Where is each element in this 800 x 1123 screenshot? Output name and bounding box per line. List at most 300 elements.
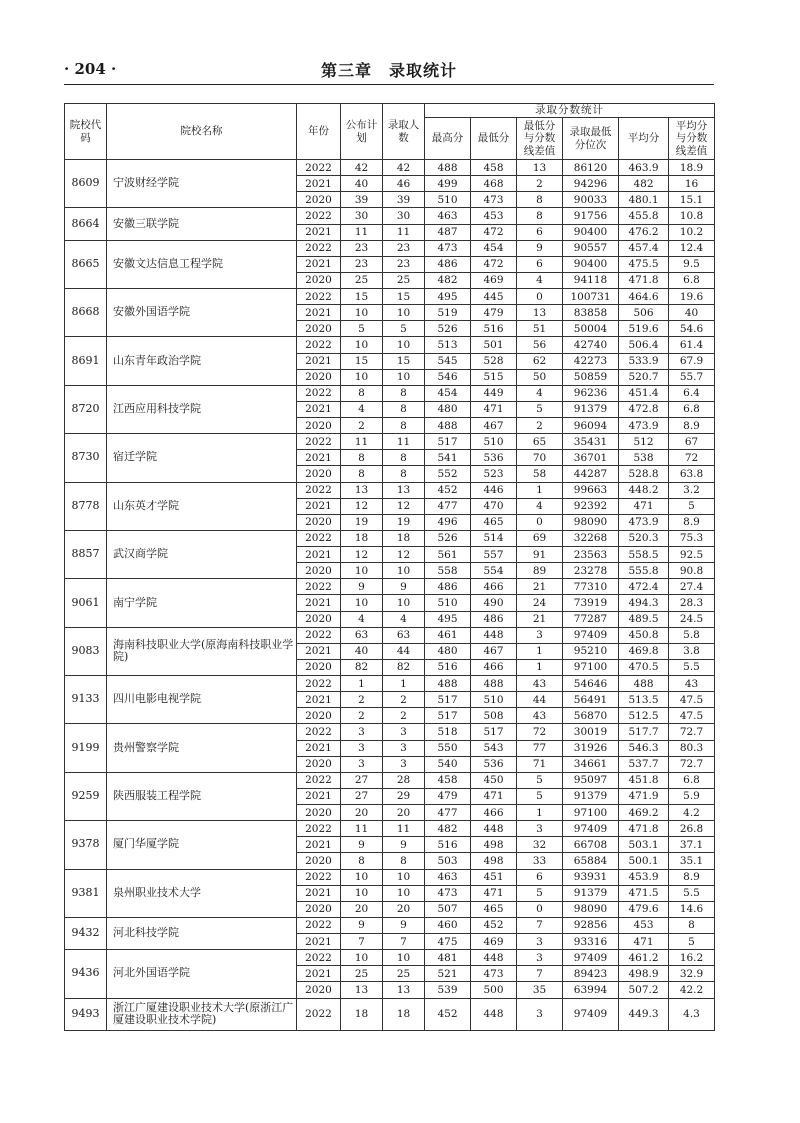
min-rank-cell: 97409 (563, 950, 619, 966)
school-name-cell: 安徽三联学院 (107, 208, 297, 240)
min-score-cell: 543 (471, 740, 517, 756)
avg-diff-cell: 6.8 (669, 272, 715, 288)
year-cell: 2022 (297, 917, 341, 933)
year-cell: 2022 (297, 482, 341, 498)
table-row (65, 385, 715, 401)
admitted-cell: 9 (383, 917, 425, 933)
school-name-cell: 南宁学院 (107, 579, 297, 627)
avg-score-cell: 455.8 (619, 208, 669, 224)
school-name-cell: 四川电影电视学院 (107, 676, 297, 724)
plan-cell: 2 (341, 418, 383, 434)
min-score-cell: 473 (471, 966, 517, 982)
plan-cell: 4 (341, 401, 383, 417)
header-admitted-count: 录取人数 (383, 104, 425, 160)
year-cell: 2022 (297, 950, 341, 966)
year-cell: 2020 (297, 272, 341, 288)
min-score-cell: 517 (471, 724, 517, 740)
min-diff-cell: 1 (517, 659, 563, 675)
avg-score-cell: 453 (619, 917, 669, 933)
min-score-cell: 446 (471, 482, 517, 498)
admitted-cell: 10 (383, 337, 425, 353)
school-code-cell: 9259 (65, 772, 107, 820)
admitted-cell: 20 (383, 805, 425, 821)
plan-cell: 18 (341, 998, 383, 1031)
admitted-cell: 20 (383, 901, 425, 917)
avg-score-cell: 512 (619, 434, 669, 450)
avg-diff-cell: 72.7 (669, 724, 715, 740)
min-rank-cell: 34661 (563, 756, 619, 772)
table-row (65, 998, 715, 1031)
school-name-cell: 厦门华厦学院 (107, 821, 297, 869)
plan-cell: 10 (341, 369, 383, 385)
avg-score-cell: 507.2 (619, 982, 669, 998)
avg-diff-cell: 26.8 (669, 821, 715, 837)
school-name-cell: 浙江广厦建设职业技术大学(原浙江广厦建设职业技术学院) (107, 998, 297, 1031)
school-name-cell: 江西应用科技学院 (107, 385, 297, 433)
avg-diff-cell: 12.4 (669, 240, 715, 256)
header-school-code: 院校代码 (65, 104, 107, 160)
min-rank-cell: 65884 (563, 853, 619, 869)
school-code-cell: 9133 (65, 676, 107, 724)
school-code-cell: 8691 (65, 337, 107, 385)
header-average-score-diff: 平均分与分数线差值 (669, 118, 715, 160)
plan-cell: 25 (341, 272, 383, 288)
max-score-cell: 477 (425, 498, 471, 514)
max-score-cell: 517 (425, 692, 471, 708)
max-score-cell: 546 (425, 369, 471, 385)
table-row (65, 772, 715, 788)
school-code-cell: 8668 (65, 289, 107, 337)
avg-diff-cell: 18.9 (669, 160, 715, 176)
min-rank-cell: 93316 (563, 934, 619, 950)
max-score-cell: 540 (425, 756, 471, 772)
avg-score-cell: 528.8 (619, 466, 669, 482)
avg-diff-cell: 75.3 (669, 530, 715, 546)
school-code-cell: 8730 (65, 434, 107, 482)
min-diff-cell: 50 (517, 369, 563, 385)
plan-cell: 10 (341, 950, 383, 966)
avg-diff-cell: 55.7 (669, 369, 715, 385)
min-score-cell: 469 (471, 272, 517, 288)
max-score-cell: 475 (425, 934, 471, 950)
max-score-cell: 503 (425, 853, 471, 869)
admitted-cell: 10 (383, 595, 425, 611)
year-cell: 2020 (297, 514, 341, 530)
admitted-cell: 18 (383, 998, 425, 1031)
max-score-cell: 495 (425, 289, 471, 305)
admitted-cell: 10 (383, 869, 425, 885)
min-rank-cell: 56870 (563, 708, 619, 724)
admitted-cell: 8 (383, 401, 425, 417)
max-score-cell: 486 (425, 579, 471, 595)
admitted-cell: 10 (383, 305, 425, 321)
min-score-cell: 471 (471, 401, 517, 417)
school-code-cell: 9436 (65, 950, 107, 998)
avg-diff-cell: 5 (669, 934, 715, 950)
admitted-cell: 63 (383, 627, 425, 643)
admitted-cell: 11 (383, 224, 425, 240)
min-diff-cell: 6 (517, 256, 563, 272)
admitted-cell: 3 (383, 756, 425, 772)
admitted-cell: 3 (383, 740, 425, 756)
school-code-cell: 9083 (65, 627, 107, 675)
min-rank-cell: 97100 (563, 805, 619, 821)
min-diff-cell: 89 (517, 563, 563, 579)
table-row (65, 821, 715, 837)
min-rank-cell: 30019 (563, 724, 619, 740)
min-score-cell: 488 (471, 676, 517, 692)
plan-cell: 12 (341, 498, 383, 514)
avg-diff-cell: 80.3 (669, 740, 715, 756)
max-score-cell: 510 (425, 595, 471, 611)
min-score-cell: 467 (471, 418, 517, 434)
school-name-cell: 武汉商学院 (107, 530, 297, 578)
avg-diff-cell: 5.5 (669, 885, 715, 901)
avg-score-cell: 450.8 (619, 627, 669, 643)
admitted-cell: 5 (383, 321, 425, 337)
min-score-cell: 471 (471, 885, 517, 901)
min-score-cell: 528 (471, 353, 517, 369)
avg-score-cell: 538 (619, 450, 669, 466)
min-diff-cell: 5 (517, 788, 563, 804)
min-diff-cell: 58 (517, 466, 563, 482)
min-diff-cell: 0 (517, 514, 563, 530)
avg-score-cell: 546.3 (619, 740, 669, 756)
min-score-cell: 466 (471, 659, 517, 675)
avg-diff-cell: 5.9 (669, 788, 715, 804)
avg-score-cell: 451.8 (619, 772, 669, 788)
min-diff-cell: 21 (517, 611, 563, 627)
year-cell: 2020 (297, 982, 341, 998)
max-score-cell: 552 (425, 466, 471, 482)
max-score-cell: 481 (425, 950, 471, 966)
min-rank-cell: 91379 (563, 401, 619, 417)
avg-diff-cell: 37.1 (669, 837, 715, 853)
max-score-cell: 513 (425, 337, 471, 353)
min-score-cell: 450 (471, 772, 517, 788)
admitted-cell: 10 (383, 369, 425, 385)
admitted-cell: 30 (383, 208, 425, 224)
min-score-cell: 448 (471, 627, 517, 643)
plan-cell: 23 (341, 240, 383, 256)
year-cell: 2021 (297, 256, 341, 272)
avg-diff-cell: 28.3 (669, 595, 715, 611)
plan-cell: 7 (341, 934, 383, 950)
plan-cell: 63 (341, 627, 383, 643)
min-score-cell: 490 (471, 595, 517, 611)
min-diff-cell: 4 (517, 385, 563, 401)
avg-score-cell: 451.4 (619, 385, 669, 401)
plan-cell: 2 (341, 708, 383, 724)
avg-score-cell: 473.9 (619, 418, 669, 434)
year-cell: 2022 (297, 240, 341, 256)
avg-diff-cell: 40 (669, 305, 715, 321)
header-school-name: 院校名称 (107, 104, 297, 160)
min-rank-cell: 91756 (563, 208, 619, 224)
min-rank-cell: 36701 (563, 450, 619, 466)
page-number: · 204 · (64, 60, 117, 78)
admitted-cell: 82 (383, 659, 425, 675)
admitted-cell: 8 (383, 466, 425, 482)
plan-cell: 3 (341, 756, 383, 772)
max-score-cell: 480 (425, 643, 471, 659)
admitted-cell: 23 (383, 240, 425, 256)
avg-score-cell: 471.8 (619, 821, 669, 837)
avg-diff-cell: 14.6 (669, 901, 715, 917)
min-score-cell: 471 (471, 788, 517, 804)
avg-score-cell: 513.5 (619, 692, 669, 708)
year-cell: 2020 (297, 708, 341, 724)
admitted-cell: 13 (383, 982, 425, 998)
avg-score-cell: 471 (619, 498, 669, 514)
max-score-cell: 479 (425, 788, 471, 804)
avg-score-cell: 449.3 (619, 998, 669, 1031)
max-score-cell: 473 (425, 240, 471, 256)
avg-diff-cell: 8.9 (669, 869, 715, 885)
avg-score-cell: 558.5 (619, 547, 669, 563)
max-score-cell: 488 (425, 418, 471, 434)
school-name-cell: 河北外国语学院 (107, 950, 297, 998)
school-code-cell: 8609 (65, 160, 107, 208)
avg-diff-cell: 72 (669, 450, 715, 466)
min-rank-cell: 77287 (563, 611, 619, 627)
year-cell: 2022 (297, 676, 341, 692)
plan-cell: 10 (341, 595, 383, 611)
avg-score-cell: 471.8 (619, 272, 669, 288)
max-score-cell: 517 (425, 434, 471, 450)
avg-diff-cell: 6.4 (669, 385, 715, 401)
max-score-cell: 539 (425, 982, 471, 998)
year-cell: 2021 (297, 966, 341, 982)
min-rank-cell: 97409 (563, 821, 619, 837)
plan-cell: 5 (341, 321, 383, 337)
plan-cell: 23 (341, 256, 383, 272)
min-score-cell: 448 (471, 950, 517, 966)
min-score-cell: 473 (471, 192, 517, 208)
min-score-cell: 467 (471, 643, 517, 659)
min-score-cell: 448 (471, 998, 517, 1031)
school-code-cell: 9199 (65, 724, 107, 772)
max-score-cell: 496 (425, 514, 471, 530)
year-cell: 2020 (297, 901, 341, 917)
admission-statistics-table (64, 103, 715, 1031)
min-rank-cell: 91379 (563, 885, 619, 901)
min-rank-cell: 93931 (563, 869, 619, 885)
min-diff-cell: 35 (517, 982, 563, 998)
plan-cell: 42 (341, 160, 383, 176)
min-score-cell: 523 (471, 466, 517, 482)
plan-cell: 1 (341, 676, 383, 692)
min-score-cell: 452 (471, 917, 517, 933)
min-score-cell: 508 (471, 708, 517, 724)
plan-cell: 40 (341, 176, 383, 192)
year-cell: 2021 (297, 353, 341, 369)
year-cell: 2022 (297, 434, 341, 450)
avg-score-cell: 469.8 (619, 643, 669, 659)
avg-score-cell: 488 (619, 676, 669, 692)
chapter-title: 第三章 录取统计 (320, 61, 457, 80)
table-row (65, 917, 715, 933)
table-row (65, 208, 715, 224)
min-diff-cell: 7 (517, 917, 563, 933)
year-cell: 2020 (297, 805, 341, 821)
header-min-score: 最低分 (471, 118, 517, 160)
max-score-cell: 460 (425, 917, 471, 933)
min-diff-cell: 70 (517, 450, 563, 466)
admitted-cell: 8 (383, 418, 425, 434)
min-rank-cell: 96236 (563, 385, 619, 401)
avg-diff-cell: 42.2 (669, 982, 715, 998)
min-score-cell: 466 (471, 805, 517, 821)
avg-score-cell: 464.6 (619, 289, 669, 305)
avg-score-cell: 489.5 (619, 611, 669, 627)
max-score-cell: 477 (425, 805, 471, 821)
admitted-cell: 19 (383, 514, 425, 530)
avg-score-cell: 471 (619, 934, 669, 950)
min-rank-cell: 44287 (563, 466, 619, 482)
plan-cell: 82 (341, 659, 383, 675)
admitted-cell: 11 (383, 821, 425, 837)
table-row (65, 434, 715, 450)
avg-diff-cell: 27.4 (669, 579, 715, 595)
min-score-cell: 554 (471, 563, 517, 579)
year-cell: 2021 (297, 643, 341, 659)
min-diff-cell: 91 (517, 547, 563, 563)
min-diff-cell: 3 (517, 627, 563, 643)
plan-cell: 27 (341, 788, 383, 804)
min-rank-cell: 90400 (563, 256, 619, 272)
plan-cell: 8 (341, 853, 383, 869)
max-score-cell: 487 (425, 224, 471, 240)
avg-diff-cell: 35.1 (669, 853, 715, 869)
min-rank-cell: 97409 (563, 998, 619, 1031)
avg-diff-cell: 8 (669, 917, 715, 933)
avg-score-cell: 533.9 (619, 353, 669, 369)
plan-cell: 8 (341, 385, 383, 401)
avg-score-cell: 472.4 (619, 579, 669, 595)
avg-diff-cell: 24.5 (669, 611, 715, 627)
min-diff-cell: 51 (517, 321, 563, 337)
max-score-cell: 480 (425, 401, 471, 417)
school-name-cell: 山东英才学院 (107, 482, 297, 530)
min-score-cell: 468 (471, 176, 517, 192)
plan-cell: 10 (341, 563, 383, 579)
plan-cell: 9 (341, 579, 383, 595)
year-cell: 2022 (297, 821, 341, 837)
school-name-cell: 宁波财经学院 (107, 160, 297, 208)
plan-cell: 20 (341, 805, 383, 821)
min-score-cell: 479 (471, 305, 517, 321)
plan-cell: 9 (341, 917, 383, 933)
min-diff-cell: 8 (517, 192, 563, 208)
min-rank-cell: 42273 (563, 353, 619, 369)
avg-diff-cell: 92.5 (669, 547, 715, 563)
header-min-score-diff: 最低分与分数线差值 (517, 118, 563, 160)
school-code-cell: 9061 (65, 579, 107, 627)
table-row (65, 240, 715, 256)
max-score-cell: 482 (425, 821, 471, 837)
plan-cell: 8 (341, 466, 383, 482)
min-diff-cell: 72 (517, 724, 563, 740)
min-score-cell: 498 (471, 837, 517, 853)
table-row (65, 724, 715, 740)
avg-diff-cell: 15.1 (669, 192, 715, 208)
min-rank-cell: 23278 (563, 563, 619, 579)
school-name-cell: 宿迁学院 (107, 434, 297, 482)
plan-cell: 13 (341, 982, 383, 998)
avg-diff-cell: 61.4 (669, 337, 715, 353)
year-cell: 2021 (297, 176, 341, 192)
min-score-cell: 445 (471, 289, 517, 305)
min-rank-cell: 95097 (563, 772, 619, 788)
min-diff-cell: 5 (517, 401, 563, 417)
min-rank-cell: 91379 (563, 788, 619, 804)
max-score-cell: 461 (425, 627, 471, 643)
avg-diff-cell: 47.5 (669, 692, 715, 708)
max-score-cell: 452 (425, 998, 471, 1031)
year-cell: 2020 (297, 192, 341, 208)
plan-cell: 10 (341, 305, 383, 321)
avg-diff-cell: 10.8 (669, 208, 715, 224)
plan-cell: 3 (341, 724, 383, 740)
min-rank-cell: 98090 (563, 514, 619, 530)
min-score-cell: 465 (471, 514, 517, 530)
avg-score-cell: 470.5 (619, 659, 669, 675)
min-diff-cell: 71 (517, 756, 563, 772)
min-diff-cell: 3 (517, 934, 563, 950)
year-cell: 2022 (297, 337, 341, 353)
min-rank-cell: 35431 (563, 434, 619, 450)
year-cell: 2022 (297, 289, 341, 305)
min-diff-cell: 6 (517, 869, 563, 885)
year-cell: 2020 (297, 321, 341, 337)
plan-cell: 15 (341, 353, 383, 369)
min-rank-cell: 97100 (563, 659, 619, 675)
admitted-cell: 2 (383, 708, 425, 724)
min-rank-cell: 96094 (563, 418, 619, 434)
min-score-cell: 458 (471, 160, 517, 176)
admitted-cell: 28 (383, 772, 425, 788)
avg-score-cell: 471.5 (619, 885, 669, 901)
min-diff-cell: 1 (517, 805, 563, 821)
year-cell: 2021 (297, 224, 341, 240)
max-score-cell: 488 (425, 160, 471, 176)
min-rank-cell: 32268 (563, 530, 619, 546)
avg-diff-cell: 32.9 (669, 966, 715, 982)
header-rule (64, 84, 714, 85)
max-score-cell: 518 (425, 724, 471, 740)
avg-score-cell: 482 (619, 176, 669, 192)
plan-cell: 19 (341, 514, 383, 530)
avg-score-cell: 519.6 (619, 321, 669, 337)
min-rank-cell: 100731 (563, 289, 619, 305)
min-rank-cell: 31926 (563, 740, 619, 756)
avg-diff-cell: 4.2 (669, 805, 715, 821)
year-cell: 2021 (297, 740, 341, 756)
avg-diff-cell: 67.9 (669, 353, 715, 369)
min-rank-cell: 77310 (563, 579, 619, 595)
admitted-cell: 3 (383, 724, 425, 740)
plan-cell: 15 (341, 289, 383, 305)
min-diff-cell: 3 (517, 950, 563, 966)
admitted-cell: 39 (383, 192, 425, 208)
min-rank-cell: 42740 (563, 337, 619, 353)
min-diff-cell: 13 (517, 305, 563, 321)
min-diff-cell: 9 (517, 240, 563, 256)
admitted-cell: 29 (383, 788, 425, 804)
avg-score-cell: 506.4 (619, 337, 669, 353)
admitted-cell: 8 (383, 853, 425, 869)
